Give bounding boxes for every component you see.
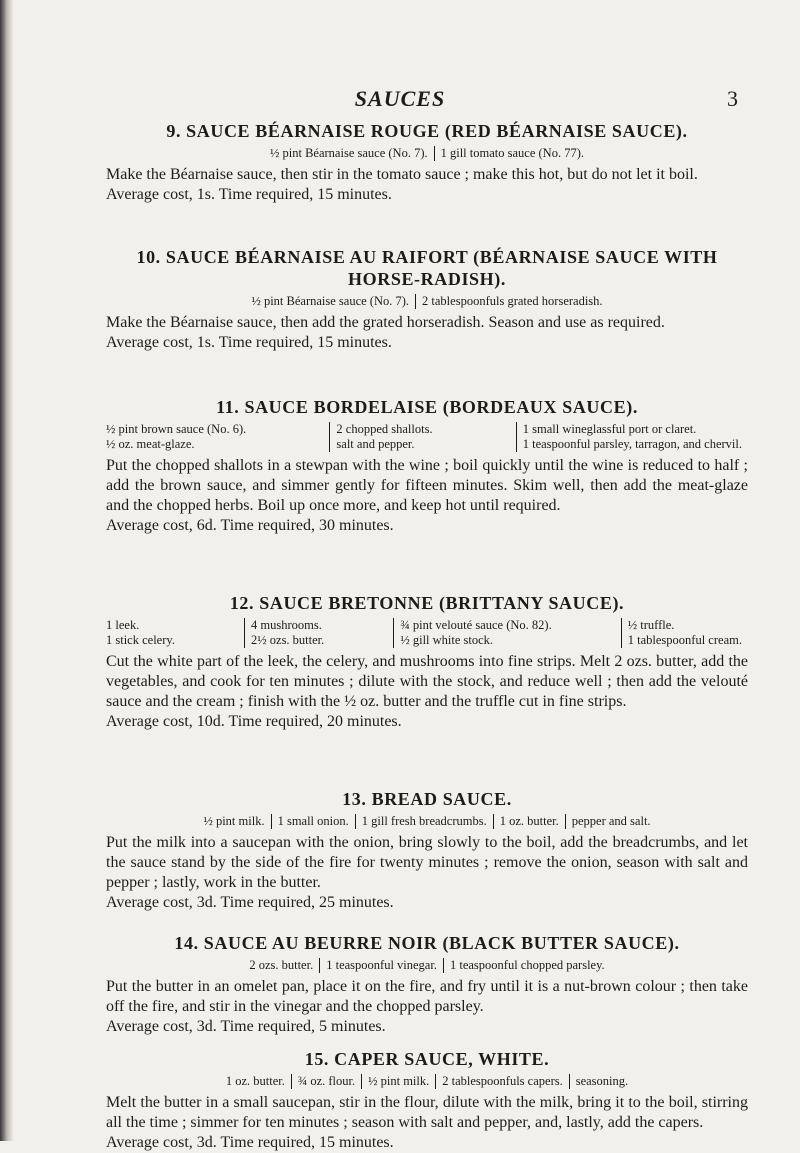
ingredient: 2½ ozs. butter. bbox=[251, 633, 325, 647]
page-number: 3 bbox=[727, 86, 738, 111]
ingredient-list bbox=[106, 814, 748, 829]
cost-and-time: Average cost, 3d. Time required, 15 minutes. bbox=[106, 1134, 394, 1151]
ingredient: ¾ oz. flour. bbox=[291, 1074, 361, 1089]
ingredient-list bbox=[106, 422, 748, 452]
ingredient-list bbox=[106, 146, 748, 161]
cost-and-time: Average cost, 6d. Time required, 30 minutes. bbox=[106, 517, 394, 534]
ingredient: 2 tablespoonfuls capers. bbox=[435, 1074, 568, 1089]
method-text: Make the Béarnaise sauce, then stir in the tomato sauce ; make this hot, but do not let it boil. bbox=[106, 166, 698, 183]
recipe-9 bbox=[106, 120, 748, 205]
cost-and-time: Average cost, 1s. Time required, 15 minutes. bbox=[106, 186, 392, 203]
recipe-15 bbox=[106, 1048, 748, 1153]
ingredient: 1 oz. butter. bbox=[493, 814, 565, 829]
ingredient: 1 teaspoonful chopped parsley. bbox=[443, 958, 611, 973]
method-text: Make the Béarnaise sauce, then add the grated horseradish. Season and use as required. bbox=[106, 314, 665, 331]
ingredient: ½ pint milk. bbox=[361, 1074, 435, 1089]
cost-and-time: Average cost, 10d. Time required, 20 minutes. bbox=[106, 713, 402, 730]
cost-and-time: Average cost, 1s. Time required, 15 minutes. bbox=[106, 334, 392, 351]
recipe-title: 12. SAUCE BRETONNE (BRITTANY SAUCE). bbox=[229, 593, 625, 613]
recipe-11 bbox=[106, 396, 748, 536]
ingredient-list bbox=[106, 1074, 748, 1089]
recipe-title: 9. SAUCE BÉARNAISE ROUGE (RED BÉARNAISE SAUCE). bbox=[166, 121, 688, 141]
ingredient-list bbox=[106, 294, 748, 309]
method-text: Melt the butter in a small saucepan, stir in the flour, dilute with the milk, bring it to the boil, stirring all the time ; simmer for ten minutes ; season with salt and pepper, and, lastly, add the capers. bbox=[106, 1094, 748, 1131]
ingredient-list bbox=[106, 958, 748, 973]
ingredient: ½ pint Béarnaise sauce (No. 7). bbox=[270, 146, 428, 160]
recipe-12 bbox=[106, 592, 748, 732]
ingredient: 1 gill fresh breadcrumbs. bbox=[355, 814, 493, 829]
ingredient: salt and pepper. bbox=[336, 437, 415, 451]
ingredient: 1 stick celery. bbox=[106, 633, 175, 647]
method-text: Cut the white part of the leek, the celery, and mushrooms into fine strips. Melt 2 ozs. butter, add the vegetables, and cook for ten minutes ; dilute with the stock, and reduce well ; then add the velouté sauce and the cream ; finish with the ½ oz. butter and the truffle cut in fine strips. bbox=[106, 653, 748, 710]
ingredient: 2 ozs. butter. bbox=[249, 958, 314, 972]
ingredient: ½ pint brown sauce (No. 6). bbox=[106, 422, 247, 436]
ingredient: ½ pint Béarnaise sauce (No. 7). bbox=[251, 294, 410, 308]
ingredient: ½ gill white stock. bbox=[400, 633, 494, 647]
recipe-title: 13. BREAD SAUCE. bbox=[342, 789, 512, 809]
ingredient: ½ pint milk. bbox=[203, 814, 265, 828]
ingredient: 1 leek. bbox=[106, 618, 140, 632]
recipe-title: 10. SAUCE BÉARNAISE AU RAIFORT (BÉARNAISE SAUCE WITH HORSE-RADISH). bbox=[136, 247, 718, 289]
cost-and-time: Average cost, 3d. Time required, 25 minutes. bbox=[106, 894, 394, 911]
ingredient: 1 teaspoonful vinegar. bbox=[319, 958, 443, 973]
ingredient: pepper and salt. bbox=[565, 814, 657, 829]
ingredient: 2 chopped shallots. bbox=[336, 422, 433, 436]
ingredient: ¾ pint velouté sauce (No. 82). bbox=[400, 618, 552, 632]
ingredient: 1 teaspoonful parsley, tarragon, and chervil. bbox=[522, 437, 742, 451]
ingredient: 1 oz. butter. bbox=[225, 1074, 285, 1088]
running-title: SAUCES bbox=[354, 86, 446, 111]
method-text: Put the chopped shallots in a stewpan with the wine ; boil quickly until the wine is reduced to half ; add the brown sauce, and simmer gently for fifteen minutes. Skim well, then add the meat-glaze and the chopped herbs. Boil up once more, and keep hot until required. bbox=[106, 457, 748, 514]
ingredient: 4 mushrooms. bbox=[251, 618, 322, 632]
recipe-13 bbox=[106, 788, 748, 913]
ingredient: 1 tablespoonful cream. bbox=[627, 633, 742, 647]
ingredient: ½ oz. meat-glaze. bbox=[106, 437, 195, 451]
recipe-title: 14. SAUCE AU BEURRE NOIR (BLACK BUTTER SAUCE). bbox=[174, 933, 680, 953]
recipe-14 bbox=[106, 932, 748, 1037]
method-text: Put the milk into a saucepan with the onion, bring slowly to the boil, add the breadcrumbs, and let the sauce stand by the side of the fire for twenty minutes ; remove the onion, season with salt and pepper ; lastly, work in the butter. bbox=[106, 834, 748, 891]
ingredient: 1 gill tomato sauce (No. 77). bbox=[434, 146, 590, 161]
ingredient: 1 small wineglassful port or claret. bbox=[522, 422, 697, 436]
ingredient: seasoning. bbox=[569, 1074, 634, 1089]
ingredient: 2 tablespoonfuls grated horseradish. bbox=[415, 294, 609, 309]
recipe-title: 15. CAPER SAUCE, WHITE. bbox=[304, 1049, 550, 1069]
method-text: Put the butter in an omelet pan, place it on the fire, and fry until it is a nut-brown colour ; then take off the fire, and stir in the vinegar and the chopped parsley. bbox=[106, 978, 748, 1015]
ingredient: ½ truffle. bbox=[627, 618, 675, 632]
recipe-title: 11. SAUCE BORDELAISE (BORDEAUX SAUCE). bbox=[216, 397, 638, 417]
recipe-10 bbox=[106, 246, 748, 353]
ingredient-list bbox=[106, 618, 748, 648]
ingredient: 1 small onion. bbox=[271, 814, 355, 829]
cost-and-time: Average cost, 3d. Time required, 5 minutes. bbox=[106, 1018, 386, 1035]
